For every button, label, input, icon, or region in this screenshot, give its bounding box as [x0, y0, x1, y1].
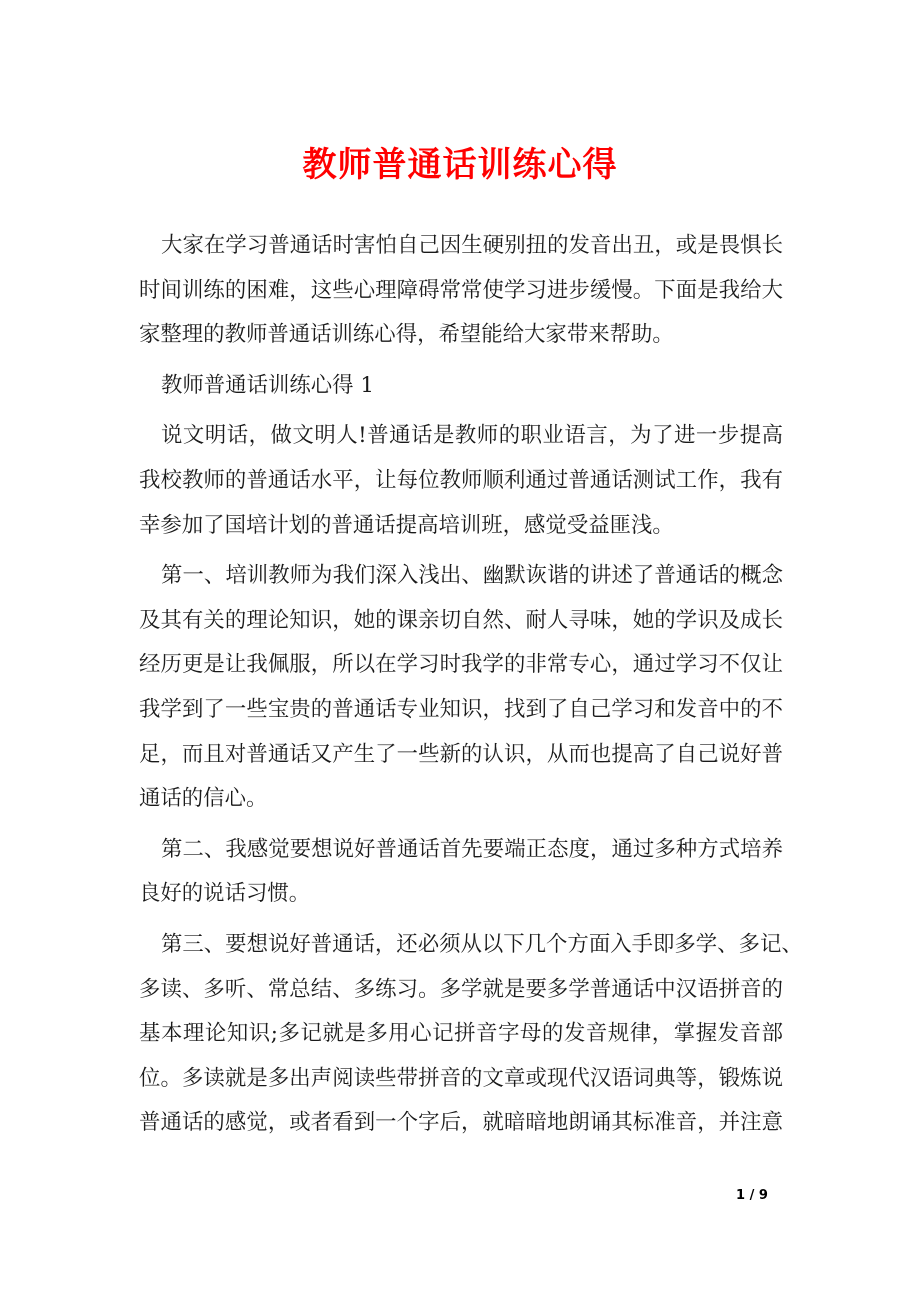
text-line: 时间训练的困难，这些心理障碍常常使学习进步缓慢。下面是我给大: [139, 277, 783, 303]
document-title: 教师普通话训练心得: [302, 145, 618, 185]
paragraph-2: [139, 554, 783, 822]
text-line: 足，而且对普通话又产生了一些新的认识，从而也提高了自己说好普: [139, 741, 783, 767]
text-line: 普通话的感觉，或者看到一个字后，就暗暗地朗诵其标准音，并注意: [139, 1110, 783, 1136]
document-body: [139, 224, 803, 1146]
text-line: 幸参加了国培计划的普通话提高培训班，感觉受益匪浅。: [139, 512, 674, 538]
paragraph-3: [139, 828, 783, 917]
section-heading-1: [139, 364, 783, 409]
text-line: 第二、我感觉要想说好普通话首先要端正态度，通过多种方式培养: [161, 836, 783, 862]
section-heading: 教师普通话训练心得 1: [161, 372, 374, 398]
text-line: 及其有关的理论知识，她的课亲切自然、耐人寻味，她的学识及成长: [139, 607, 783, 633]
text-line: 经历更是让我佩服，所以在学习时我学的非常专心，通过学习不仅让: [139, 652, 783, 678]
text-line: 说文明话，做文明人!普通话是教师的职业语言，为了进一步提高: [161, 423, 783, 449]
text-line: 位。多读就是多出声阅读些带拼音的文章或现代汉语词典等，锻炼说: [139, 1065, 783, 1091]
paragraph-1: [139, 414, 783, 548]
text-line: 我校教师的普通话水平，让每位教师顺利通过普通话测试工作，我有: [139, 467, 783, 493]
text-line: 多读、多听、常总结、多练习。多学就是要多学普通话中汉语拼音的: [139, 976, 783, 1002]
text-line: 大家在学习普通话时害怕自己因生硬别扭的发音出丑，或是畏惧长: [161, 233, 783, 258]
text-line: 通话的信心。: [139, 786, 268, 812]
text-line: 基本理论知识;多记就是多用心记拼音字母的发音规律，掌握发音部: [139, 1021, 783, 1047]
page-number: 1 / 9: [736, 1188, 768, 1203]
text-line: 第一、培训教师为我们深入浅出、幽默诙谐的讲述了普通话的概念: [161, 563, 783, 589]
text-line: 家整理的教师普通话训练心得，希望能给大家带来帮助。: [139, 322, 674, 348]
intro-paragraph: [139, 224, 783, 358]
text-line: 良好的说话习惯。: [139, 881, 311, 907]
text-line: 第三、要想说好普通话，还必须从以下几个方面入手即多学、多记、: [161, 931, 803, 957]
text-line: 我学到了一些宝贵的普通话专业知识，找到了自己学习和发音中的不: [139, 696, 783, 722]
paragraph-4: [139, 923, 803, 1146]
